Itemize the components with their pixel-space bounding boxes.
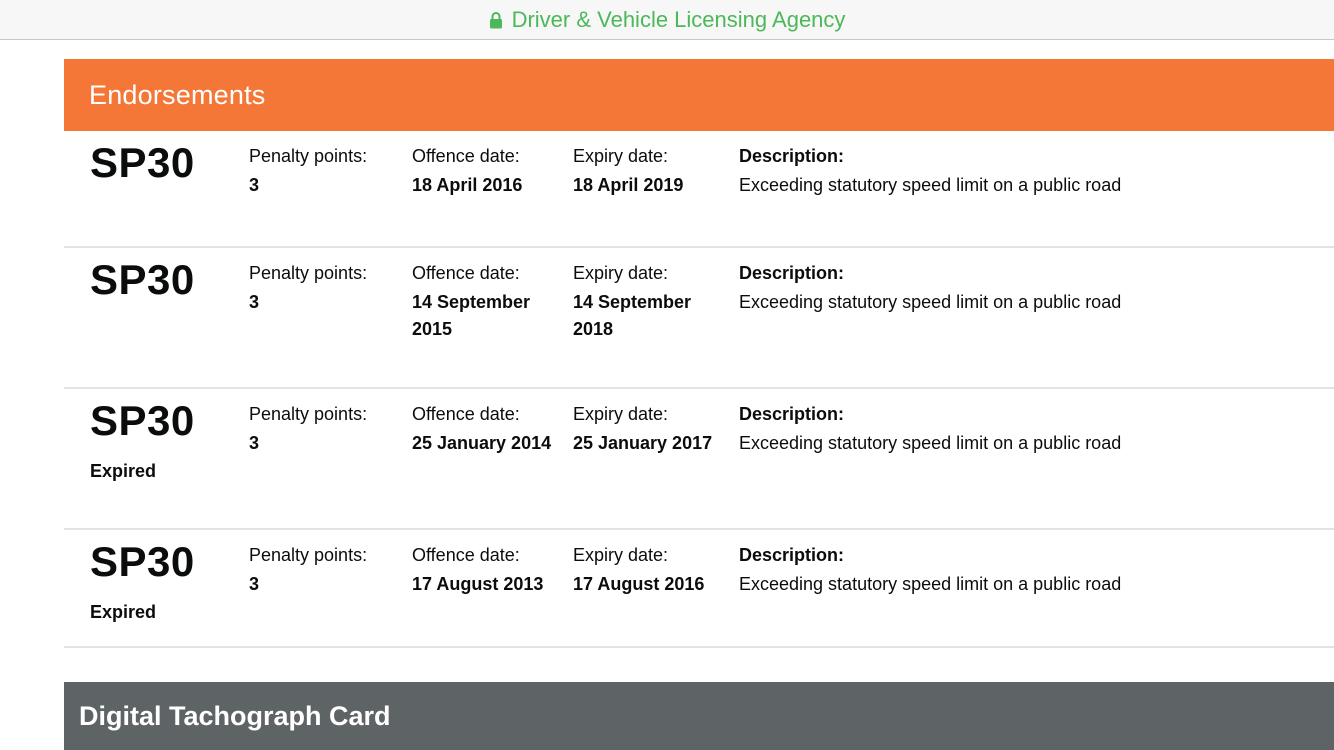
endorsement-row [64, 131, 1334, 248]
offence-date-label: Offence date: [412, 263, 520, 283]
offence-date-value: 14 September 2015 [412, 292, 531, 339]
expired-status: Expired [90, 602, 157, 622]
endorsements-title: Endorsements [89, 79, 266, 110]
expiry-date-value: 25 January 2017 [573, 433, 713, 453]
penalty-points-label: Penalty points: [249, 263, 368, 283]
browser-address-bar[interactable] [0, 0, 1334, 40]
site-domain: Driver & Vehicle Licensing Agency [511, 6, 846, 32]
offence-code: SP30 [90, 256, 195, 303]
offence-date-value: 17 August 2013 [412, 574, 544, 594]
description [739, 401, 1299, 457]
tachograph-header [64, 682, 1334, 750]
penalty-points-label: Penalty points: [249, 146, 368, 166]
description-value: Exceeding statutory speed limit on a public road [739, 574, 1122, 594]
lock-icon [489, 11, 503, 29]
offence-date [412, 143, 557, 199]
offence-date-label: Offence date: [412, 545, 520, 565]
description-value: Exceeding statutory speed limit on a public road [739, 433, 1122, 453]
expiry-date-label: Expiry date: [573, 404, 669, 424]
description-value: Exceeding statutory speed limit on a public road [739, 292, 1122, 312]
offence-code: SP30 [90, 397, 195, 444]
penalty-points-value: 3 [249, 175, 260, 195]
tachograph-title: Digital Tachograph Card [79, 700, 391, 731]
penalty-points-label: Penalty points: [249, 404, 368, 424]
penalty-points-value: 3 [249, 574, 260, 594]
expiry-date [573, 401, 718, 457]
endorsement-row [64, 389, 1334, 530]
penalty-points-value: 3 [249, 433, 260, 453]
expiry-date [573, 143, 718, 199]
penalty-points [249, 260, 399, 316]
endorsement-row [64, 530, 1334, 648]
penalty-points-label: Penalty points: [249, 545, 368, 565]
expiry-date-value: 14 September 2018 [573, 292, 692, 339]
expiry-date [573, 260, 718, 343]
description [739, 143, 1299, 199]
penalty-points-value: 3 [249, 292, 260, 312]
offence-code: SP30 [90, 139, 195, 186]
description-label: Description: [739, 146, 845, 166]
offence-date [412, 401, 557, 457]
offence-date-value: 25 January 2014 [412, 433, 552, 453]
expiry-date-value: 17 August 2016 [573, 574, 705, 594]
expired-status: Expired [90, 461, 157, 481]
expiry-date-label: Expiry date: [573, 146, 669, 166]
penalty-points [249, 401, 399, 457]
endorsement-row [64, 248, 1334, 389]
offence-date-label: Offence date: [412, 146, 520, 166]
offence-code: SP30 [90, 538, 195, 585]
description-label: Description: [739, 404, 845, 424]
penalty-points [249, 542, 399, 598]
offence-date [412, 542, 557, 598]
description [739, 542, 1299, 598]
offence-date [412, 260, 557, 343]
penalty-points [249, 143, 399, 199]
endorsements-header [64, 59, 1334, 131]
endorsement-list [64, 131, 1334, 648]
description-label: Description: [739, 263, 845, 283]
offence-date-value: 18 April 2016 [412, 175, 523, 195]
description-value: Exceeding statutory speed limit on a public road [739, 175, 1122, 195]
expiry-date [573, 542, 718, 598]
expiry-date-value: 18 April 2019 [573, 175, 684, 195]
description-label: Description: [739, 545, 845, 565]
expiry-date-label: Expiry date: [573, 545, 669, 565]
secure-site-indicator[interactable] [489, 7, 846, 33]
description [739, 260, 1299, 316]
offence-date-label: Offence date: [412, 404, 520, 424]
expiry-date-label: Expiry date: [573, 263, 669, 283]
